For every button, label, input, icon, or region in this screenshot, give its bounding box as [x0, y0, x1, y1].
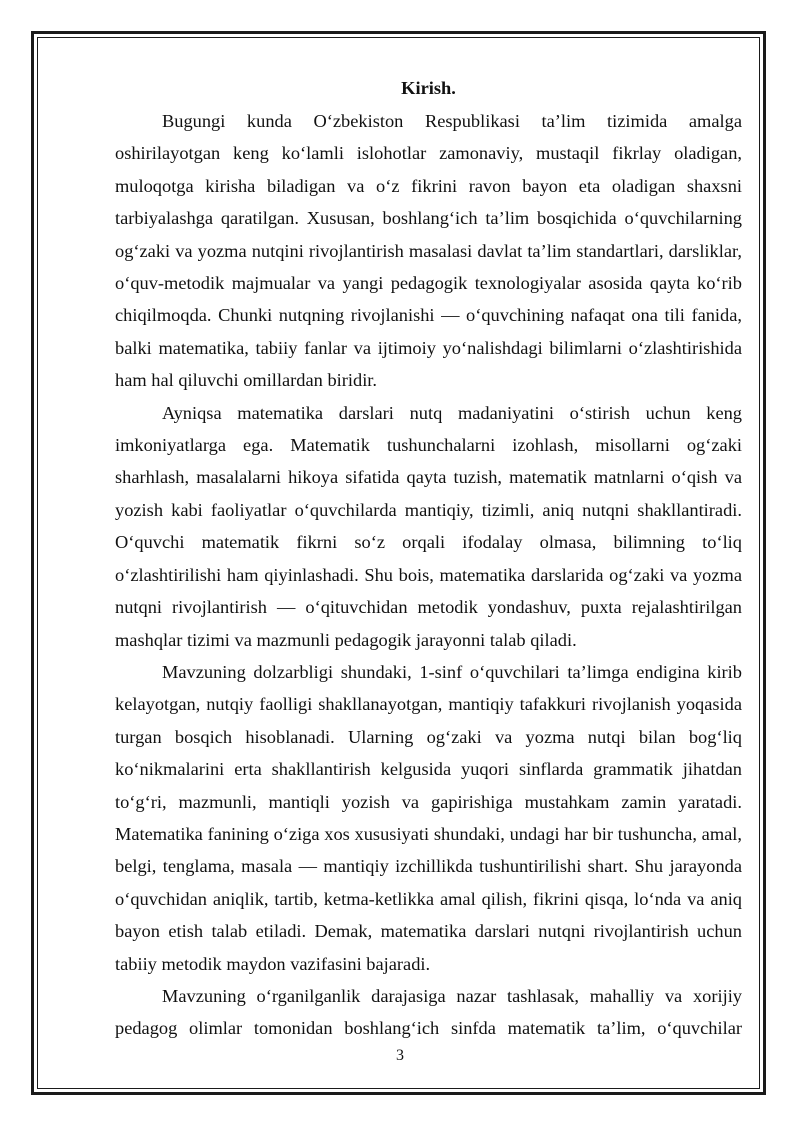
section-title: Kirish.: [401, 78, 456, 98]
page-number: 3: [396, 1047, 404, 1064]
paragraph-intro: Bugungi kunda O‘zbekiston Respublikasi ta’lim tizimida amalga oshirilayotgan keng ko‘lamli islohotlar zamonaviy, mustaqil fikrlay oladigan, muloqotga kirisha biladigan va o‘z fikrini ravon bayon eta oladigan shaxsni tarbiyalashga qaratilgan. Xususan, boshlang‘ich ta’lim bosqichida o‘quvchilarning og‘zaki va yozma nutqini rivojlantirish masalasi davlat ta’lim standartlari, darsliklar, o‘quv-metodik majmualar va yangi pedagogik texnologiyalar asosida qayta ko‘rib chiqilmoqda. Chunki nutqning rivojlanishi — o‘quvchining nafaqat ona tili fanida, balki matematika, tabiiy fanlar va ijtimoiy yo‘nalishdagi bilimlarni o‘zlashtirishida ham hal qiluvchi omillardan biridir.: [115, 111, 742, 391]
paragraph-relevance: Mavzuning dolzarbligi shundaki, 1-sinf o‘quvchilari ta’limga endigina kirib kelayotgan, nutqiy faolligi shakllanayotgan, mantiqiy tafakkuri rivojlanish yoqasida turgan bosqich hisoblanadi. Ularning og‘zaki va yozma nutqi bilan bog‘liq ko‘nikmalarini erta shakllantirish kelgusida yuqori sinflarda grammatik jihatdan to‘g‘ri, mazmunli, mantiqli yozish va gapirishiga mustahkam zamin yaratadi. Matematika fanining o‘ziga xos xususiyati shundaki, undagi har bir tushuncha, amal, belgi, tenglama, masala — mantiqiy izchillikda tushuntirilishi shart. Shu jarayonda o‘quvchidan aniqlik, tartib, ketma-ketlikka amal qilish, fikrini qisqa, lo‘nda va aniq bayon etish talab etiladi. Demak, matematika darslari nutqni rivojlantirish uchun tabiiy metodik maydon vazifasini bajaradi.: [115, 661, 742, 974]
paragraph-math-lessons: Ayniqsa matematika darslari nutq madaniyatini o‘stirish uchun keng imkoniyatlarga ega. Matematik tushunchalarni izohlash, misollarni og‘zaki sharhlash, masalalarni hikoya sifatida qayta tuzish, matematik matnlarni o‘qish va yozish kabi faoliyatlar o‘quvchilarda mantiqiy, tizimli, aniq nutqni shakllantiradi. O‘quvchi matematik fikrni so‘z orqali ifodalay olmasa, bilimning to‘liq o‘zlashtirilishi ham qiyinlashadi. Shu bois, matematika darslarida og‘zaki va yozma nutqni rivojlantirish — o‘qituvchidan metodik yondashuv, puxta rejalashtirilgan mashqlar tizimi va mazmunli pedagogik jarayonni talab qiladi.: [115, 402, 742, 650]
paragraph-study-level: Mavzuning o‘rganilganlik darajasiga nazar tashlasak, mahalliy va xorijiy pedagog olimlar tomonidan boshlang‘ich sinfda matematik ta’lim, o‘quvchilar: [115, 985, 742, 1039]
document-body: [115, 73, 742, 1045]
